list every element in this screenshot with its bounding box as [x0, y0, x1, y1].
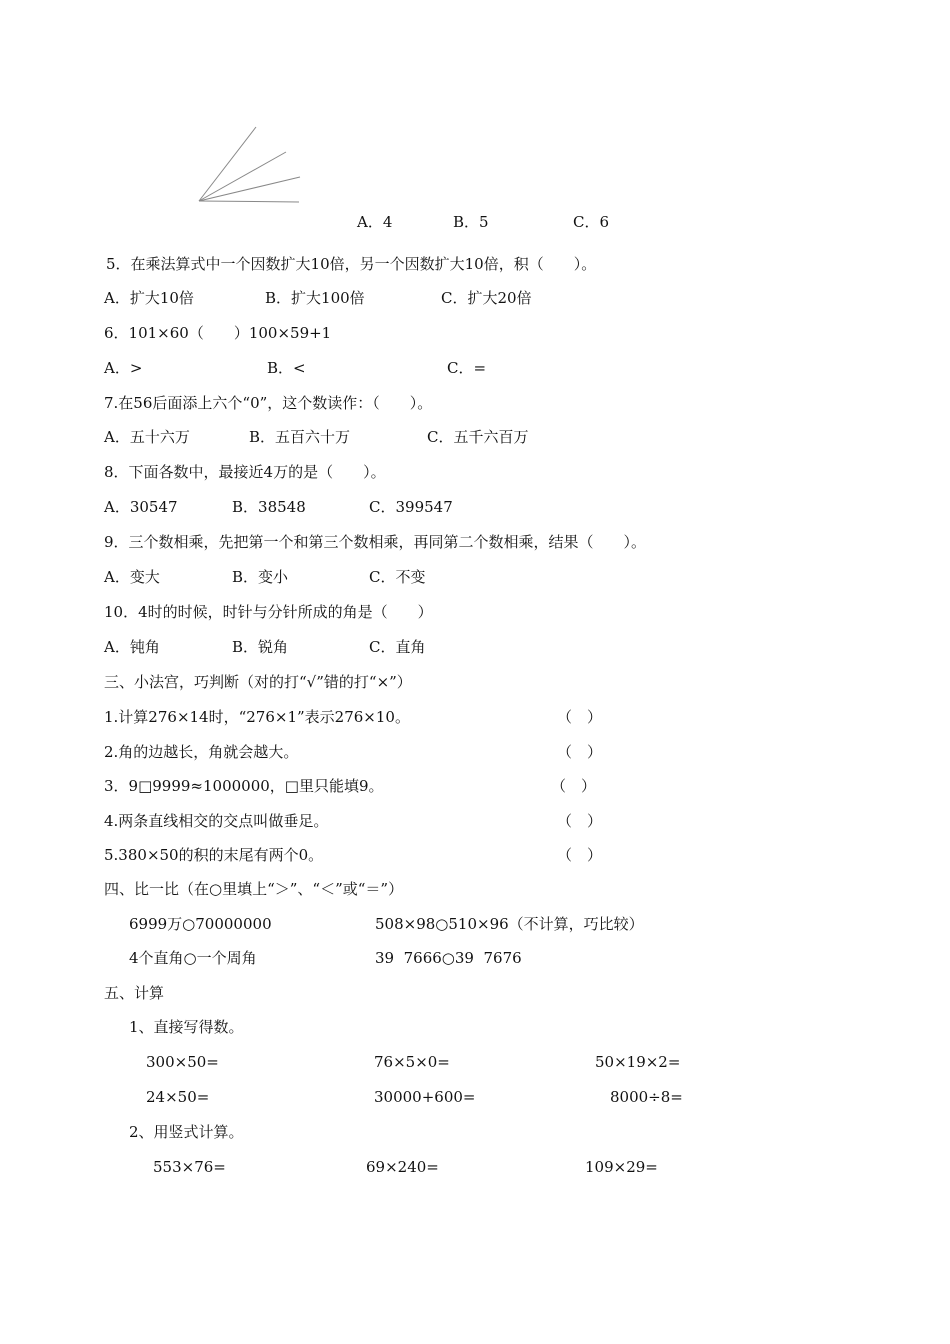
q9-option-c: C．不变: [369, 568, 426, 586]
calc-4: 24×50=: [146, 1088, 210, 1106]
q8-option-a: A．30547: [104, 498, 178, 516]
q5-option-a: A．扩大10倍: [104, 289, 194, 307]
judge-item-1: 1.计算276×14时，“276×1”表示276×10。: [104, 708, 410, 726]
q10-option-a: A．钝角: [104, 638, 160, 656]
q10-option-b: B．锐角: [232, 638, 289, 656]
judge-paren-5: （ ）: [557, 846, 603, 864]
q4-option-a: A．4: [357, 213, 393, 231]
angle-figure: [190, 120, 310, 210]
q9-stem: 9．三个数相乘，先把第一个和第三个数相乘，再同第二个数相乘，结果（ ）。: [104, 533, 647, 551]
calc-6: 8000÷8=: [610, 1088, 683, 1106]
q4-option-b: B．5: [453, 213, 489, 231]
q6-option-a: A．>: [104, 359, 143, 377]
q7-stem: 7.在56后面添上六个“0”，这个数读作：（ ）。: [104, 394, 433, 412]
compare-1: 6999万○70000000: [129, 915, 272, 933]
q10-stem: 10．4时的时候，时针与分针所成的角是（ ）: [104, 603, 433, 621]
judge-item-4: 4.两条直线相交的交点叫做垂足。: [104, 812, 329, 830]
q5-option-c: C．扩大20倍: [441, 289, 532, 307]
judge-item-2: 2.角的边越长，角就会越大。: [104, 743, 299, 761]
section5-title: 五、计算: [104, 984, 165, 1002]
q6-option-b: B．<: [267, 359, 306, 377]
judge-item-5: 5.380×50的积的末尾有两个0。: [104, 846, 324, 864]
judge-paren-1: （ ）: [557, 708, 603, 726]
calc-9: 109×29=: [585, 1158, 658, 1176]
q9-option-a: A．变大: [104, 568, 160, 586]
compare-2: 508×98○510×96（不计算，巧比较）: [375, 915, 644, 933]
q8-option-c: C．399547: [369, 498, 453, 516]
q4-option-c: C．6: [573, 213, 610, 231]
q9-option-b: B．变小: [232, 568, 289, 586]
judge-paren-4: （ ）: [557, 812, 603, 830]
q7-option-b: B．五百六十万: [249, 428, 351, 446]
judge-paren-3: （ ）: [551, 777, 597, 795]
calc-7: 553×76=: [153, 1158, 226, 1176]
q8-stem: 8．下面各数中，最接近4万的是（ ）。: [104, 463, 386, 481]
q10-option-c: C．直角: [369, 638, 426, 656]
angle-ray-2: [199, 152, 286, 201]
q5-option-b: B．扩大100倍: [265, 289, 365, 307]
q5-stem: 5．在乘法算式中一个因数扩大10倍，另一个因数扩大10倍，积（ ）。: [106, 255, 597, 273]
sub-direct-answers: 1、直接写得数。: [129, 1018, 244, 1036]
calc-5: 30000+600=: [374, 1088, 476, 1106]
sub-vertical-calc: 2、用竖式计算。: [129, 1123, 244, 1141]
judge-item-3: 3．9□9999≈1000000，□里只能填9。: [104, 777, 384, 795]
calc-1: 300×50=: [146, 1053, 219, 1071]
q7-option-a: A．五十六万: [104, 428, 190, 446]
compare-4: 39 7666○39 7676: [375, 949, 522, 967]
calc-8: 69×240=: [366, 1158, 439, 1176]
section4-title: 四、比一比（在○里填上“＞”、“＜”或“＝”）: [104, 880, 404, 898]
compare-3: 4个直角○一个周角: [129, 949, 257, 967]
q6-stem: 6．101×60（ ）100×59+1: [104, 324, 332, 342]
q6-option-c: C．=: [447, 359, 487, 377]
calc-2: 76×5×0=: [374, 1053, 450, 1071]
judge-paren-2: （ ）: [557, 743, 603, 761]
q8-option-b: B．38548: [232, 498, 306, 516]
angle-ray-4: [199, 201, 299, 202]
section3-title: 三、小法宫，巧判断（对的打“√”错的打“×”）: [104, 673, 412, 691]
q7-option-c: C．五千六百万: [427, 428, 529, 446]
calc-3: 50×19×2=: [595, 1053, 681, 1071]
